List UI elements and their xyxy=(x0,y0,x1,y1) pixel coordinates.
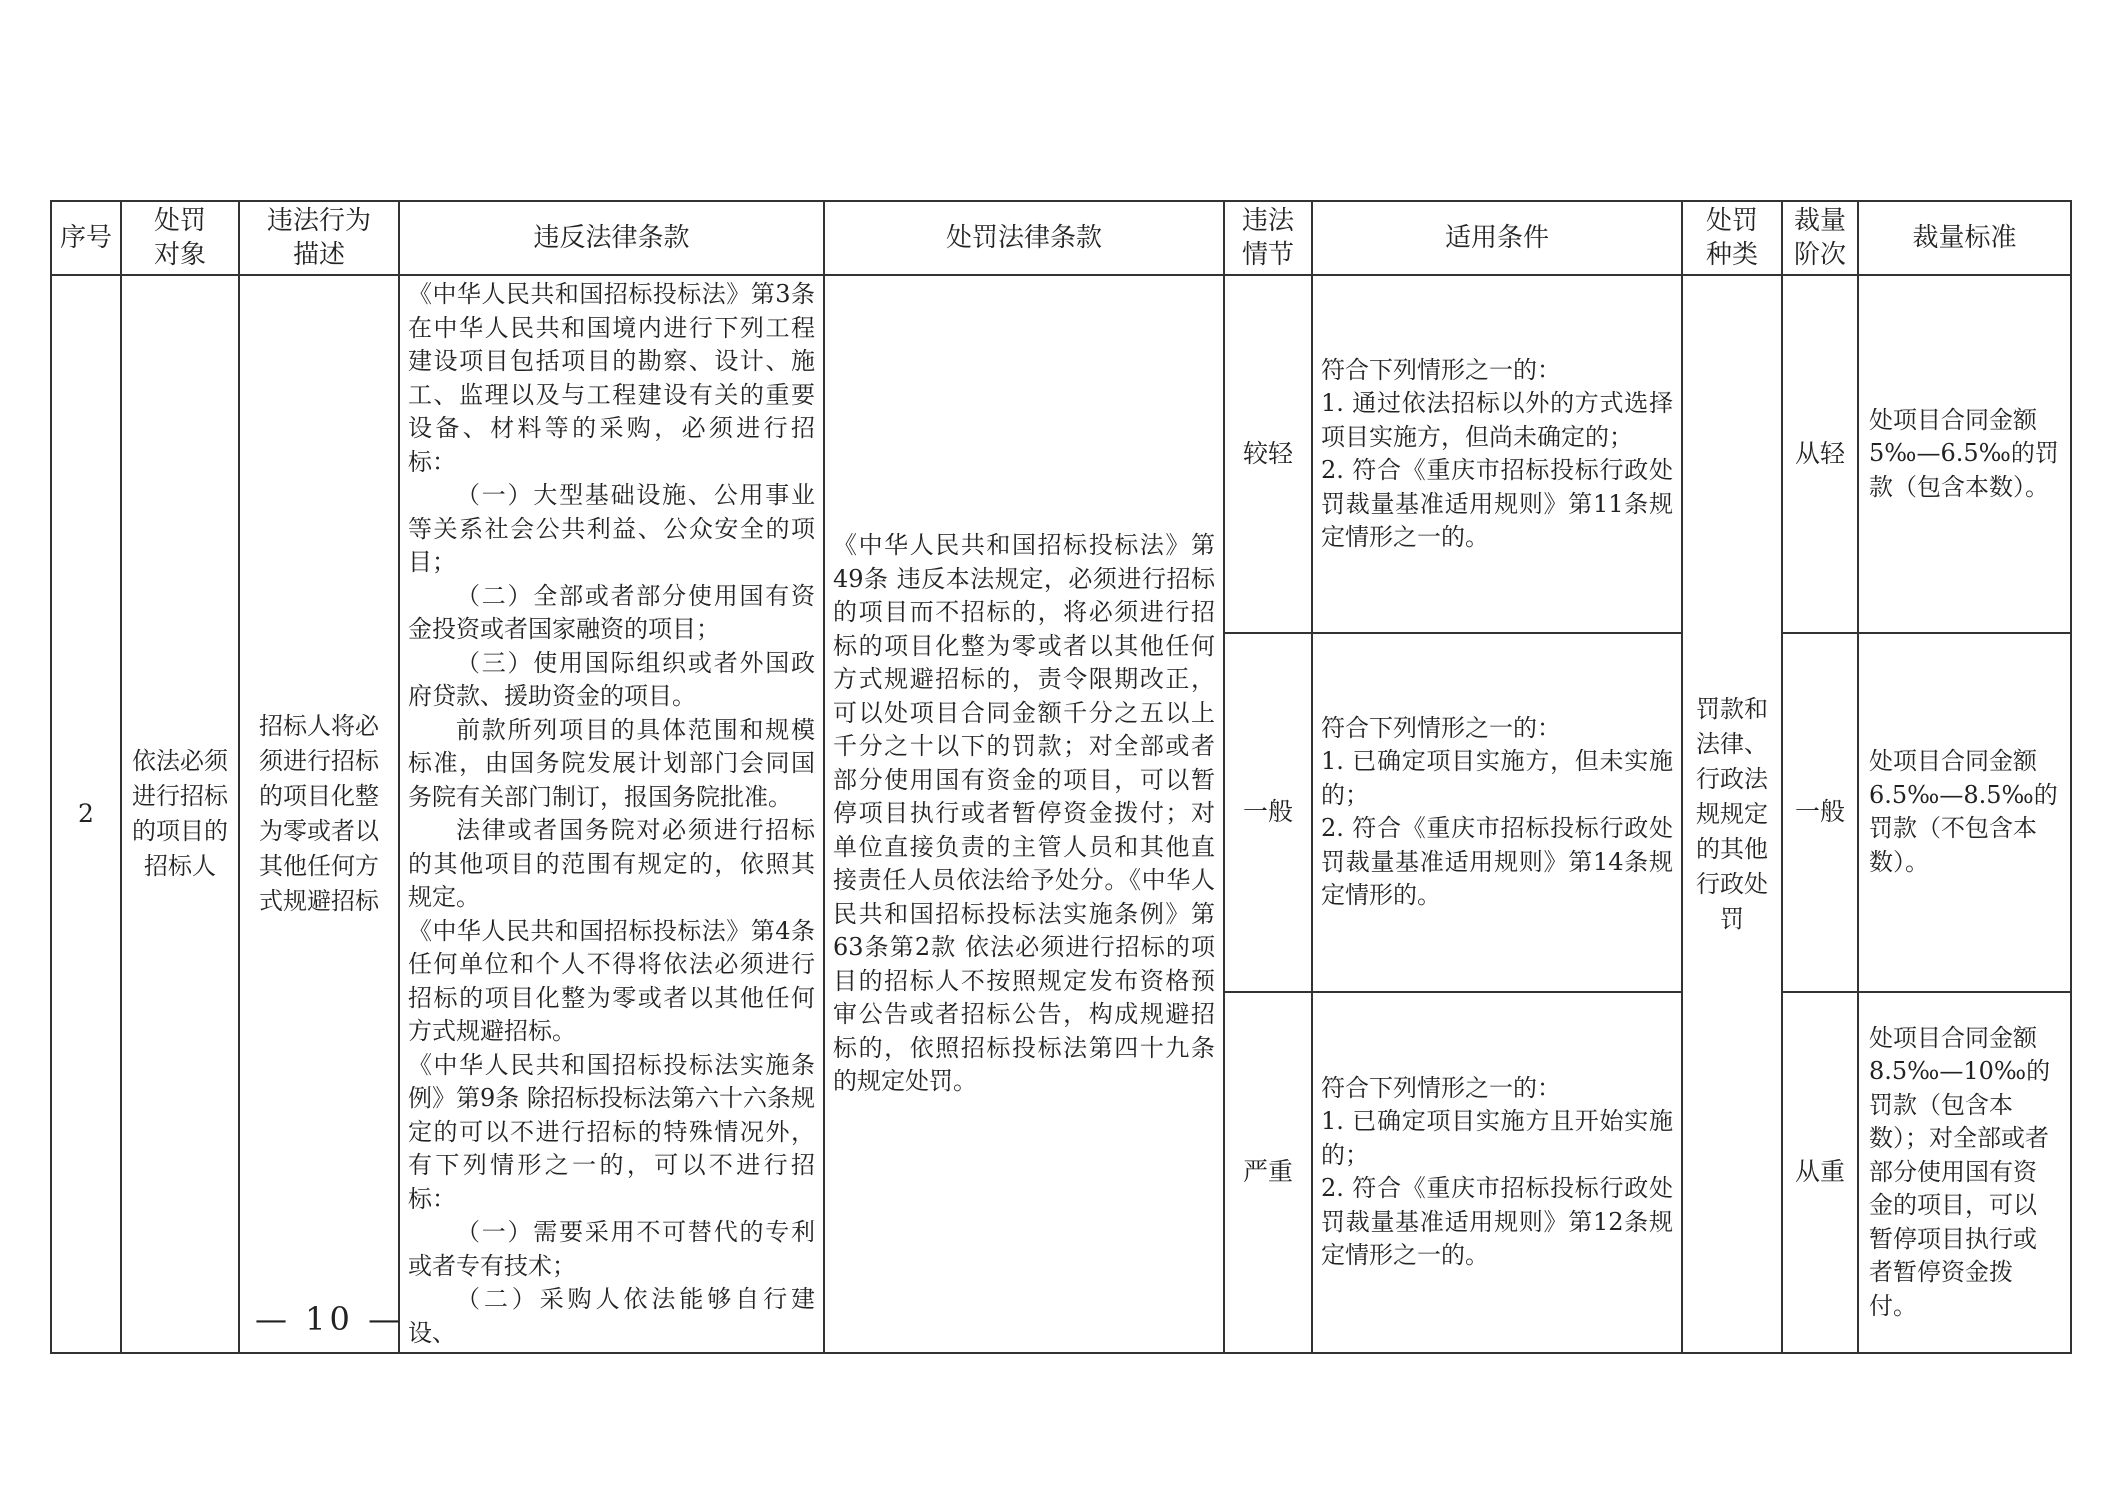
header-level: 裁量阶次 xyxy=(1782,201,1858,275)
tier-conditions-severe: 符合下列情形之一的： 1. 已确定项目实施方且开始实施的； 2. 符合《重庆市招标投标行政处罚裁量基准适用规则》第12条规定情形之一的。 xyxy=(1312,992,1682,1354)
header-behavior: 违法行为描述 xyxy=(239,201,399,275)
row-behavior: 招标人将必须进行招标的项目化整为零或者以其他任何方式规避招标 xyxy=(239,275,399,1353)
tier-level-severe: 从重 xyxy=(1782,992,1858,1354)
row-seq: 2 xyxy=(51,275,121,1353)
tier-conditions-normal: 符合下列情形之一的： 1. 已确定项目实施方，但未实施的； 2. 符合《重庆市招标投标行政处罚裁量基准适用规则》第14条规定情形的。 xyxy=(1312,633,1682,991)
row-penalty-law: 《中华人民共和国招标投标法》第49条 违反本法规定，必须进行招标的项目而不招标的，将必须进行招标的项目化整为零或者以其他任何方式规避招标的，责令限期改正，可以处项目合同金额千分之五以上千分之十以下的罚款；对全部或者部分使用国有资金的项目，可以暂停项目执行或者暂停资金拨付；对单位直接负责的主管人员和其他直接责任人员依法给予处分。《中华人民共和国招标投标法实施条例》第63条第2款 依法必须进行招标的项目的招标人不按照规定发布资格预审公告或者招标公告，构成规避招标的，依照招标投标法第四十九条的规定处罚。 xyxy=(824,275,1224,1353)
law-paragraph: 《中华人民共和国招标投标法》第4条 任何单位和个人不得将依法必须进行招标的项目化整为零或者以其他任何方式规避招标。 xyxy=(408,916,815,1045)
header-violated-law: 违反法律条款 xyxy=(399,201,824,275)
law-paragraph: 前款所列项目的具体范围和规模标准，由国务院发展计划部门会同国务院有关部门制订，报国务院批准。 xyxy=(408,715,815,811)
tier-standard-light: 处项目合同金额5‰—6.5‰的罚款（包含本数）。 xyxy=(1858,275,2071,633)
header-penalty-type: 处罚种类 xyxy=(1682,201,1782,275)
tier-level-normal: 一般 xyxy=(1782,633,1858,991)
law-paragraph: （一）大型基础设施、公用事业等关系社会公共利益、公众安全的项目； xyxy=(408,481,815,576)
tier-level-light: 从轻 xyxy=(1782,275,1858,633)
header-seq: 序号 xyxy=(51,201,121,275)
header-standard: 裁量标准 xyxy=(1858,201,2071,275)
row-violated-law xyxy=(399,275,824,1353)
penalty-discretion-table xyxy=(50,200,2072,1354)
law-paragraph: （三）使用国际组织或者外国政府贷款、援助资金的项目。 xyxy=(408,648,815,710)
table-row xyxy=(51,275,2071,633)
header-row xyxy=(51,201,2071,275)
row-penalty-type: 罚款和法律、行政法规规定的其他行政处罚 xyxy=(1682,275,1782,1353)
tier-circumstance-light: 较轻 xyxy=(1224,275,1312,633)
header-conditions: 适用条件 xyxy=(1312,201,1682,275)
tier-standard-severe: 处项目合同金额8.5‰—10‰的罚款（包含本数）；对全部或者部分使用国有资金的项目，可以暂停项目执行或者暂停资金拨付。 xyxy=(1858,992,2071,1354)
tier-circumstance-normal: 一般 xyxy=(1224,633,1312,991)
law-paragraph: （一）需要采用不可替代的专利或者专有技术； xyxy=(408,1218,815,1280)
header-circumstance: 违法情节 xyxy=(1224,201,1312,275)
law-paragraph: 《中华人民共和国招标投标法实施条例》第9条 除招标投标法第六十六条规定的可以不进行招标的特殊情况外，有下列情形之一的，可以不进行招标： xyxy=(408,1050,815,1213)
tier-standard-normal: 处项目合同金额6.5‰—8.5‰的罚款（不包含本数）。 xyxy=(1858,633,2071,991)
law-paragraph: （二）全部或者部分使用国有资金投资或者国家融资的项目； xyxy=(408,581,815,643)
header-penalty-law: 处罚法律条款 xyxy=(824,201,1224,275)
row-object: 依法必须进行招标的项目的招标人 xyxy=(121,275,239,1353)
page-number: — 10 — xyxy=(255,1300,405,1338)
law-paragraph: （二）采购人依法能够自行建设、 xyxy=(408,1285,815,1347)
law-paragraph: 法律或者国务院对必须进行招标的其他项目的范围有规定的，依照其规定。 xyxy=(408,816,815,911)
tier-circumstance-severe: 严重 xyxy=(1224,992,1312,1354)
header-object: 处罚对象 xyxy=(121,201,239,275)
tier-conditions-light: 符合下列情形之一的： 1. 通过依法招标以外的方式选择项目实施方，但尚未确定的； 2. 符合《重庆市招标投标行政处罚裁量基准适用规则》第11条规定情形之一的。 xyxy=(1312,275,1682,633)
law-paragraph: 《中华人民共和国招标投标法》第3条 在中华人民共和国境内进行下列工程建设项目包括项目的勘察、设计、施工、监理以及与工程建设有关的重要设备、材料等的采购，必须进行招标： xyxy=(408,280,815,476)
